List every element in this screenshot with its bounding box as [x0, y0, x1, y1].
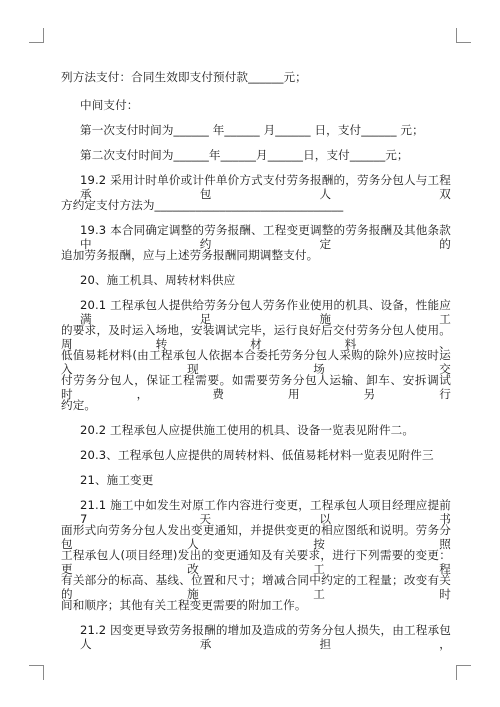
text-line: 付劳务分包人，保证工程需要。如需要劳务分包人运输、卸车、安拆调试时，费用另行	[61, 373, 451, 401]
text-line: 的要求，及时运入场地，安装调试完毕，运行良好后交付劳务分包人使用。周转材料、	[61, 323, 451, 351]
text-line: 21.2 因变更导致劳务报酬的增加及造成的劳务分包人损失，由工程承包人承担，	[80, 623, 451, 651]
crop-mark-top-right	[456, 28, 471, 43]
crop-mark-bottom-left	[29, 665, 44, 680]
text-line: 有关部分的标高、基线、位置和尺寸；增减合同中约定的工程量；改变有关的施工时	[61, 573, 451, 601]
crop-mark-top-left	[29, 28, 44, 43]
text-line: 约定。	[61, 398, 97, 412]
text-line: 中间支付：	[80, 98, 139, 112]
text-line: 间和顺序；其他有关工程变更需要的附加工作。	[61, 598, 307, 612]
text-line: 列方法支付：合同生效即支付预付款______元；	[61, 70, 307, 84]
text-line: 20.2 工程承包人应提供施工使用的机具、设备一览表见附件二。	[80, 423, 415, 437]
text-line: 20.3、工程承包人应提供的周转材料、低值易耗材料一览表见附件三	[80, 448, 434, 462]
text-line: 第一次支付时间为______ 年______ 月______ 日，支付______ 元；	[80, 123, 424, 137]
text-line: 19.2 采用计时单价或计件单价方式支付劳务报酬的，劳务分包人与工程承包人双	[80, 173, 451, 201]
text-line: 方约定支付方法为________________________________	[61, 198, 344, 212]
crop-mark-bottom-right	[456, 665, 471, 680]
section-heading: 20、施工机具、周转材料供应	[80, 273, 236, 287]
text-line: 20.1 工程承包人提供给劳务分包人劳务作业使用的机具、设备，性能应满足施工	[80, 298, 451, 326]
text-line: 工程承包人(项目经理)发出的变更通知及有关要求，进行下列需要的变更：更改工程	[61, 548, 451, 576]
text-line: 追加劳务报酬，应与上述劳务报酬同期调整支付。	[61, 248, 319, 262]
text-line: 第二次支付时间为______年______月______日，支付______元；	[80, 148, 409, 162]
text-line: 19.3 本合同确定调整的劳务报酬、工程变更调整的劳务报酬及其他条款中约定的	[80, 223, 451, 251]
section-heading: 21、施工变更	[80, 473, 154, 487]
text-line: 面形式向劳务分包人发出变更通知，并提供变更的相应图纸和说明。劳务分包人按照	[61, 523, 451, 551]
text-line: 低值易耗材料(由工程承包人依据本合委托劳务分包人采购的除外)应按时运入现场交	[61, 348, 451, 376]
text-line: 21.1 施工中如发生对原工作内容进行变更，工程承包人项目经理应提前 7 天以书	[80, 498, 451, 526]
